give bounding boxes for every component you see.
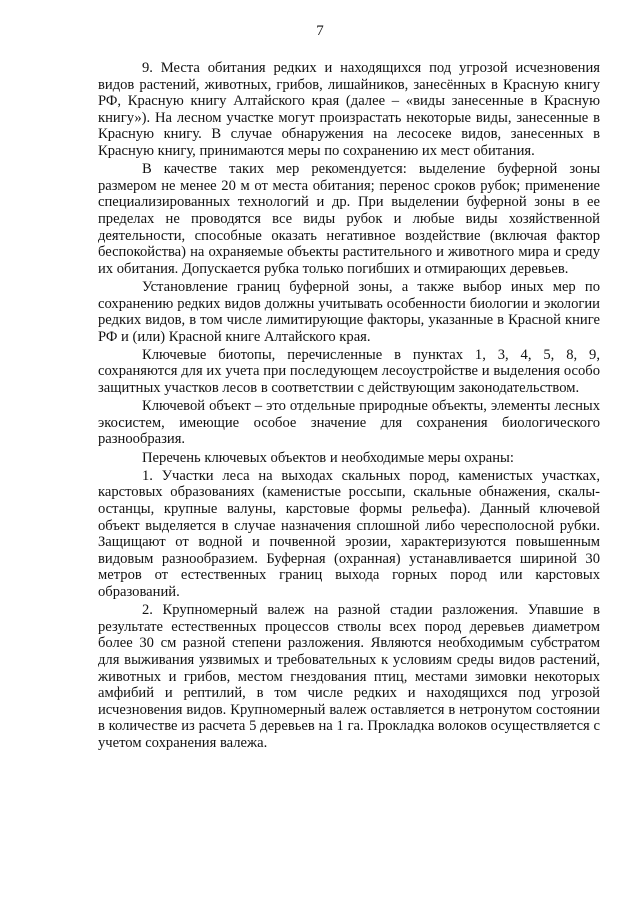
paragraph-protection-measures: В качестве таких мер рекомендуется: выделение буферной зоны размером не менее 20 м от места обитания; перенос сроков рубок; применение специализированных технологий и др. При выделении буферной зоны в ее пределах не проводятся все виды рубок и любые виды хозяйственной деятельности, способные оказать негативное воздействие (включая фактор беспокойства) на охраняемые объекты растительного и животного мира и среду их обитания. Допускается рубка только погибших и отмирающих деревьев. xyxy=(98,161,600,277)
page-number: 7 xyxy=(316,23,324,39)
paragraph-large-deadwood: 2. Крупномерный валеж на разной стадии разложения. Упавшие в результате естественных процессов стволы всех пород деревьев диаметром более 30 см разной степени разложения. Являются необходимым субстратом для выживания уязвимых и требовательных к условиям среды видов растений, животных и грибов, местом гнездования птиц, местами зимовки некоторых амфибий и рептилий, в том числе редких и находящихся под угрозой исчезновения видов. Крупномерный валеж оставляется в нетронутом состоянии в количестве из расчета 5 деревьев на 1 га. Прокладка волоков осуществляется с учетом сохранения валежа. xyxy=(98,602,600,751)
paragraph-key-biotopes: Ключевые биотопы, перечисленные в пунктах 1, 3, 4, 5, 8, 9, сохраняются для их учета при последующем лесоустройстве и выделения особо защитных участков лесов в соответствии с действующим законодательством. xyxy=(98,346,600,397)
paragraph-key-object-definition: Ключевой объект – это отдельные природные объекты, элементы лесных экосистем, имеющие особое значение для сохранения биологического разнообразия. xyxy=(98,398,600,448)
paragraph-habitats-rare-species: 9. Места обитания редких и находящихся под угрозой исчезновения видов растений, животных, грибов, лишайников, занесённых в Красную книгу РФ, Красную книгу Алтайского края (далее – «виды занесенные в Красную книгу»). На лесном участке могут произрастать некоторые виды, занесенные в Красную книгу. В случае обнаружения на лесосеке видов, занесенных в Красную книгу, принимаются меры по сохранению их мест обитания. xyxy=(98,60,600,159)
paragraph-key-objects-list-heading: Перечень ключевых объектов и необходимые меры охраны: xyxy=(142,449,514,466)
paragraph-buffer-zone-boundaries: Установление границ буферной зоны, а также выбор иных мер по сохранению редких видов должны учитывать особенности биологии и экологии редких видов, в том числе лимитирующие факторы, указанные в Красной книге РФ и (или) Красной книге Алтайского края. xyxy=(98,278,600,345)
paragraph-rock-outcrops: 1. Участки леса на выходах скальных пород, каменистых участках, карстовых образованиях (каменистые россыпи, скальные обнажения, скалы-останцы, крупные валуны, карстовые формы рельефа). Данный ключевой объект выделяется в случае назначения сплошной либо чересполосной рубки. Защищают от водной и почвенной эрозии, характеризуются повышенным видовым разнообразием. Буферная (охранная) устанавливается шириной 30 метров от естественных границ выхода горных пород или карстовых образований. xyxy=(98,467,600,600)
document-body xyxy=(98,60,600,753)
